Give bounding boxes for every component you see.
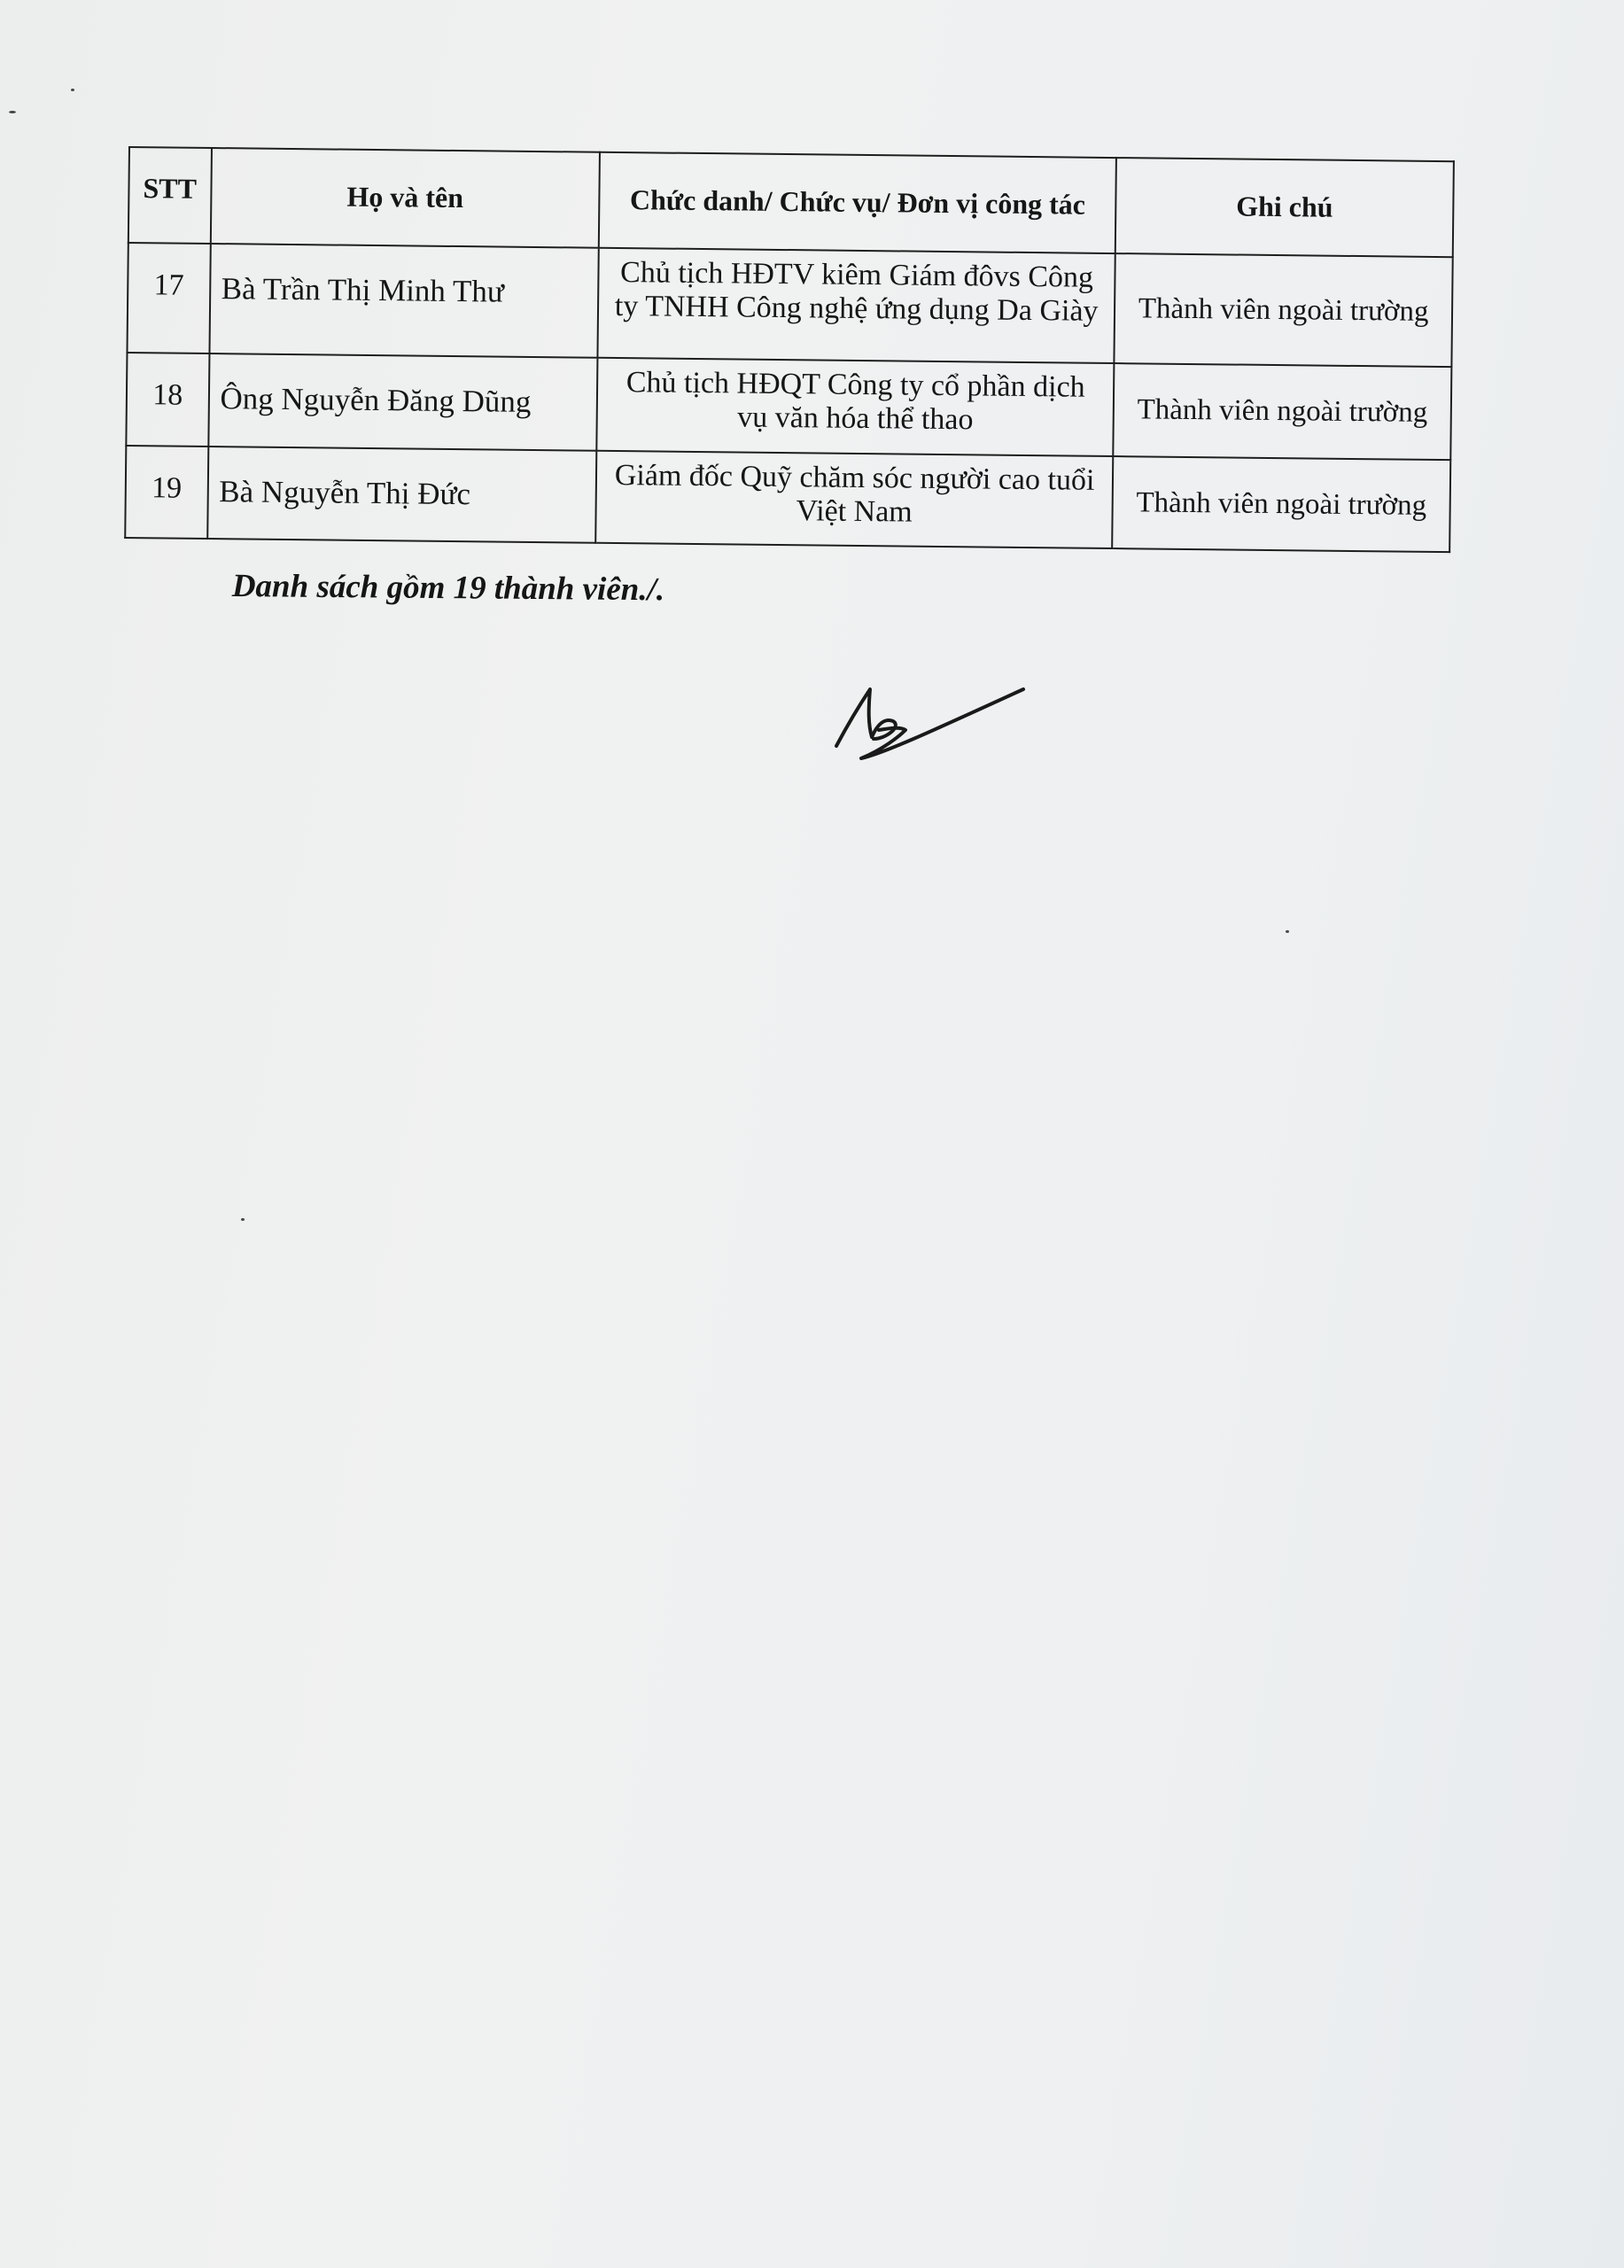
paper-speck bbox=[71, 89, 74, 91]
paper-speck bbox=[9, 111, 16, 113]
row-stt: 18 bbox=[126, 353, 209, 447]
paper-speck bbox=[1286, 930, 1289, 933]
row-name: Ông Nguyễn Đăng Dũng bbox=[208, 353, 598, 451]
row-stt: 19 bbox=[125, 446, 208, 539]
row-name: Bà Trần Thị Minh Thư bbox=[209, 244, 599, 358]
table-row bbox=[126, 353, 1451, 460]
row-stt: 17 bbox=[127, 243, 210, 353]
row-note: Thành viên ngoài trường bbox=[1113, 363, 1451, 460]
table-row bbox=[127, 243, 1452, 367]
member-count-summary: Danh sách gồm 19 thành viên./. bbox=[231, 567, 665, 609]
row-name: Bà Nguyễn Thị Đức bbox=[207, 447, 597, 543]
row-role: Chủ tịch HĐQT Công ty cổ phần dịch vụ văn hóa thể thao bbox=[596, 358, 1114, 456]
header-note: Ghi chú bbox=[1115, 158, 1454, 257]
paper-speck bbox=[241, 1218, 245, 1221]
handwritten-signature bbox=[824, 673, 1037, 771]
header-stt: STT bbox=[128, 147, 212, 244]
row-role: Chủ tịch HĐTV kiêm Giám đôvs Công ty TNHH Công nghệ ứng dụng Da Giày bbox=[598, 248, 1115, 363]
header-role: Chức danh/ Chức vụ/ Đơn vị công tác bbox=[599, 152, 1116, 253]
header-name: Họ và tên bbox=[210, 148, 600, 248]
row-role: Giám đốc Quỹ chăm sóc người cao tuổi Việt Nam bbox=[595, 451, 1113, 548]
row-note: Thành viên ngoài trường bbox=[1112, 456, 1450, 552]
table-row bbox=[125, 446, 1450, 552]
member-table bbox=[124, 146, 1455, 553]
row-note: Thành viên ngoài trường bbox=[1115, 253, 1453, 367]
table-header-row bbox=[128, 147, 1454, 257]
